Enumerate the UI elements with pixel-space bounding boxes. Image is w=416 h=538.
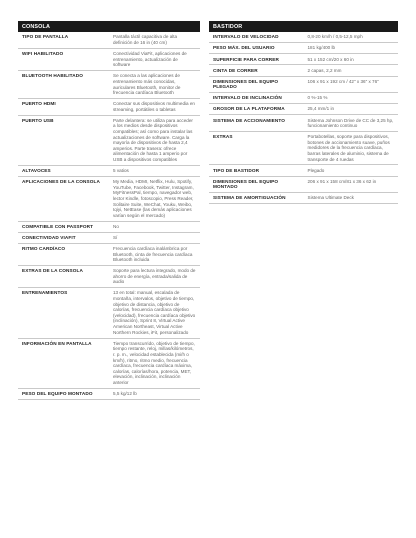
spec-label: TIPO DE BASTIDOR bbox=[209, 165, 304, 176]
console-table-header bbox=[18, 21, 200, 32]
spec-row bbox=[18, 98, 200, 115]
spec-row bbox=[18, 165, 200, 176]
spec-label: PUERTO USB bbox=[18, 115, 109, 165]
spec-row bbox=[209, 104, 398, 115]
spec-value: Sistema Johnson Drive de CC de 3,25 hp, funcionamiento continuo bbox=[304, 115, 399, 132]
spec-label: TIPO DE PANTALLA bbox=[18, 32, 109, 48]
spec-value: 0,8-20 km/h / 0,5-12,5 mph bbox=[304, 32, 399, 43]
spec-row bbox=[209, 165, 398, 176]
spec-label: SISTEMA DE ACCIONAMIENTO bbox=[209, 115, 304, 132]
spec-label: RITMO CARDÍACO bbox=[18, 243, 109, 265]
spec-label: PESO MÁX. DEL USUARIO bbox=[209, 43, 304, 54]
spec-value: Conectar sus dispositivos multimedia en streaming, portátiles o tabletas bbox=[109, 98, 200, 115]
spec-label: WIFI HABILITADO bbox=[18, 48, 109, 70]
spec-value: 51 x 152 cm/20 x 60 in bbox=[304, 54, 399, 65]
spec-label: INTERVALO DE VELOCIDAD bbox=[209, 32, 304, 43]
spec-row bbox=[209, 93, 398, 104]
spec-row bbox=[209, 132, 398, 165]
spec-label: ALTAVOCES bbox=[18, 165, 109, 176]
spec-row bbox=[18, 388, 200, 399]
spec-value: Conectividad ViaFit, aplicaciones de entrenamiento, actualización de software bbox=[109, 48, 200, 70]
spec-value: Se conecta a las aplicaciones de entrenamiento más conocidas, auriculares Bluetooth, monitor de frecuencia cardíaca Bluetooth bbox=[109, 71, 200, 99]
spec-value: Pantalla táctil capacitiva de alta definición de 16 in (40 cm) bbox=[109, 32, 200, 48]
spec-row bbox=[209, 65, 398, 76]
spec-label: CONECTIVIDAD VIAFIT bbox=[18, 232, 109, 243]
spec-label: CINTA DE CORRER bbox=[209, 65, 304, 76]
spec-row bbox=[209, 115, 398, 132]
spec-value: Tiempo transcurrido, objetivo de tiempo, tiempo restante, reloj, millas/kilómetros, r. p. m., velocidad establecida (mi/h o km/h), ritmo, ritmo medio, frecuencia cardíaca, frecuencia cardíaca máxima, calorías, calorías/hora, potencia, MET, elevación, inclinación, inclinación anterior bbox=[109, 338, 200, 388]
frame-spec-table bbox=[209, 21, 398, 204]
spec-row bbox=[18, 288, 200, 338]
spec-value: 2 capas, 2,2 mm bbox=[304, 65, 399, 76]
spec-value: My Media, HDMI, Netflix, Hulu, Spotify, YouTube, Facebook, Twitter, Instagram, MyFitnessPal, tiempo, navegador web, lector Kindle, fotoscopio, Press Reader, Solitaire Suite, WeChat, Youku, Weibo, Iqiyi, NetEase (las demás aplicaciones varían según el mercado) bbox=[109, 176, 200, 221]
frame-table-body bbox=[209, 32, 398, 204]
spec-row bbox=[209, 43, 398, 54]
spec-label: EXTRAS bbox=[209, 132, 304, 165]
spec-row bbox=[209, 193, 398, 204]
spec-row bbox=[209, 32, 398, 43]
spec-value: Sistema Ultimate Deck bbox=[304, 193, 399, 204]
spec-row bbox=[18, 71, 200, 99]
spec-row bbox=[18, 48, 200, 70]
spec-value: Soporte para lectura integrado, modo de ahorro de energía, entrada/salida de audio bbox=[109, 266, 200, 288]
frame-table-header bbox=[209, 21, 398, 32]
spec-label: DIMENSIONES DEL EQUIPO PLEGADO bbox=[209, 76, 304, 93]
spec-row bbox=[18, 243, 200, 265]
spec-row bbox=[18, 115, 200, 165]
spec-value: Portabotellas, soporte para dispositivos, botones de accionamiento suave, puños medidores de la frecuencia cardíaca, barras laterales de aluminio, sistema de transporte de 4 ruedas bbox=[304, 132, 399, 165]
spec-value: Parte delantera: se utiliza para acceder a los medios desde dispositivos compatibles; así como para instalar las actualizaciones de software. Carga la mayoría de dispositivos de hasta 2,4 amperios. Parte trasera: ofrece alimentación de hasta 1 amperio por USB a dispositivos compatibles bbox=[109, 115, 200, 165]
spec-label: EXTRAS DE LA CONSOLA bbox=[18, 266, 109, 288]
spec-value: 25,4 mm/1 in bbox=[304, 104, 399, 115]
spec-value: 0 %-15 % bbox=[304, 93, 399, 104]
spec-value: 206 x 91 x 158 cm/81 x 36 x 62 in bbox=[304, 176, 399, 193]
spec-row bbox=[209, 76, 398, 93]
spec-label: PESO DEL EQUIPO MONTADO bbox=[18, 388, 109, 399]
spec-label: PUERTO HDMI bbox=[18, 98, 109, 115]
console-table-body bbox=[18, 32, 200, 399]
spec-value: 181 kg/400 lb bbox=[304, 43, 399, 54]
console-table-title: CONSOLA bbox=[18, 21, 200, 32]
spec-value: 106 x 91 x 192 cm / 42" x 36" x 76" bbox=[304, 76, 399, 93]
spec-label: SUPERFICIE PARA CORRER bbox=[209, 54, 304, 65]
spec-label: APLICACIONES DE LA CONSOLA bbox=[18, 176, 109, 221]
spec-value: Plegado bbox=[304, 165, 399, 176]
spec-label: ENTRENAMIENTOS bbox=[18, 288, 109, 338]
spec-value: No bbox=[109, 221, 200, 232]
spec-label: BLUETOOTH HABILITADO bbox=[18, 71, 109, 99]
spec-label: DIMENSIONES DEL EQUIPO MONTADO bbox=[209, 176, 304, 193]
spec-label: COMPATIBLE CON PASSPORT bbox=[18, 221, 109, 232]
spec-label: SISTEMA DE AMORTIGUACIÓN bbox=[209, 193, 304, 204]
spec-row bbox=[18, 32, 200, 48]
spec-row bbox=[209, 176, 398, 193]
spec-value: 5 vatios bbox=[109, 165, 200, 176]
spec-value: Sí bbox=[109, 232, 200, 243]
spec-label: INFORMACIÓN EN PANTALLA bbox=[18, 338, 109, 388]
spec-label: GROSOR DE LA PLATAFORMA bbox=[209, 104, 304, 115]
spec-row bbox=[18, 338, 200, 388]
spec-row bbox=[209, 54, 398, 65]
spec-row bbox=[18, 221, 200, 232]
spec-value: 13 en total: manual, escalada de montaña, intervalos, objetivo de tiempo, objetivo de distancia, objetivo de calorías, frecuencia cardíaca objetivo (velocidad), frecuencia cardíaca objetivo (inclinación), Sprint 8, Virtual Active American Northeast, Virtual Active Northern Rockies, iFit, personalizado bbox=[109, 288, 200, 338]
frame-table-title: BASTIDOR bbox=[209, 21, 398, 32]
console-spec-table bbox=[18, 21, 200, 400]
spec-row bbox=[18, 176, 200, 221]
spec-row bbox=[18, 266, 200, 288]
spec-label: INTERVALO DE INCLINACIÓN bbox=[209, 93, 304, 104]
spec-value: 5,5 kg/12 lb bbox=[109, 388, 200, 399]
spec-value: Frecuencia cardíaca inalámbrica por Bluetooth, cinta de frecuencia cardíaca Bluetooth incluida bbox=[109, 243, 200, 265]
spec-row bbox=[18, 232, 200, 243]
